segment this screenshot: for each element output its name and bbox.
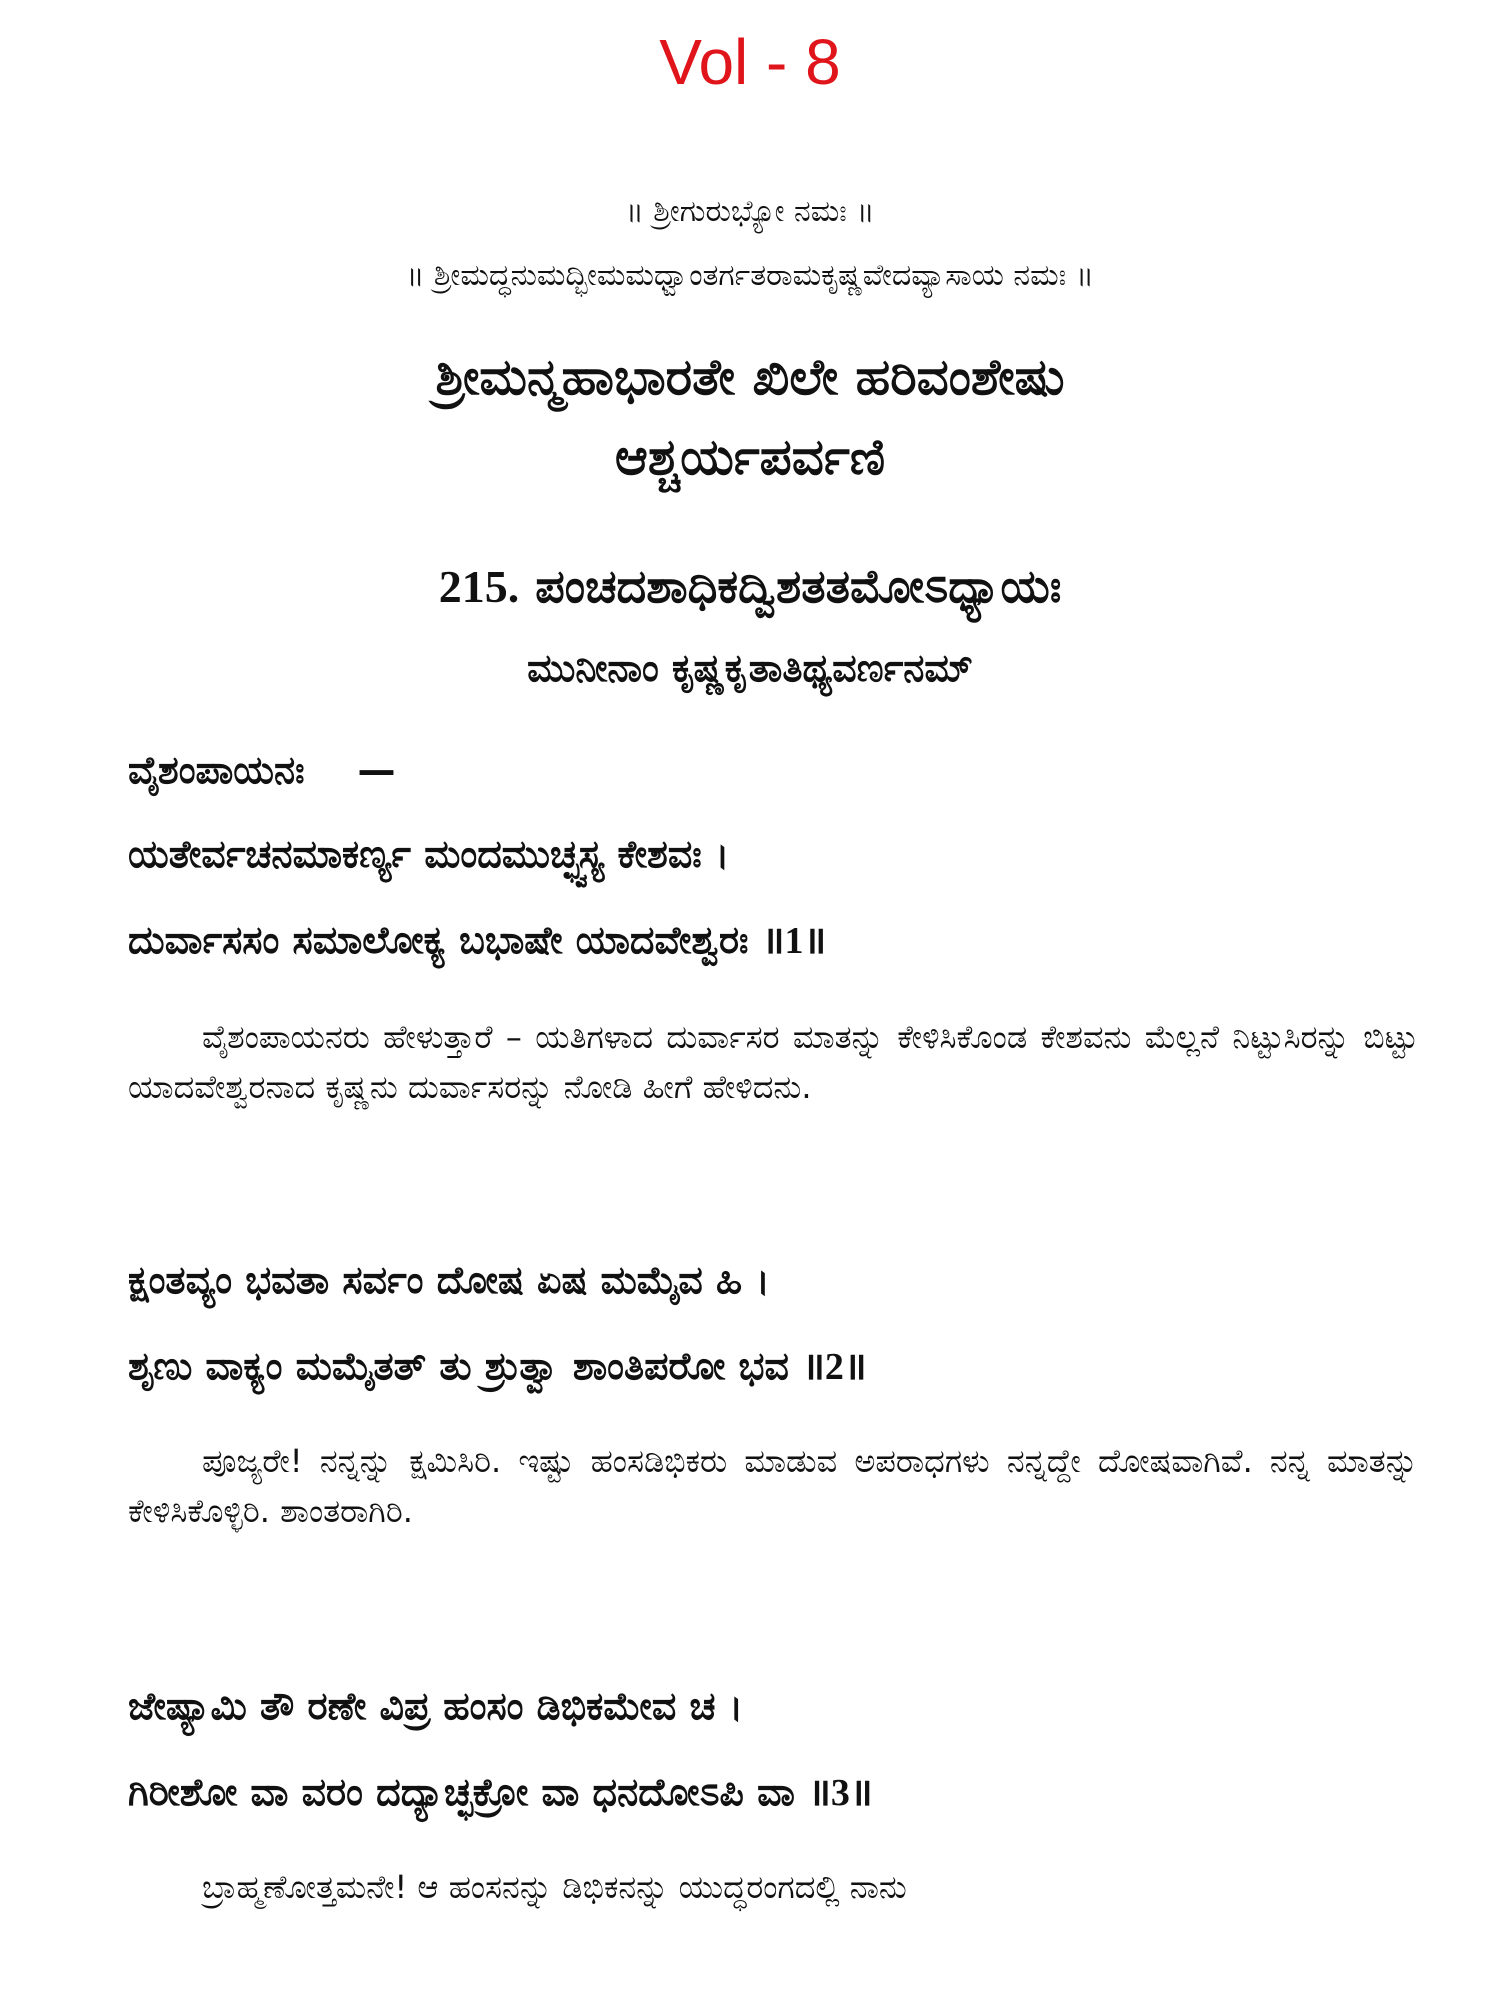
translation-paragraph bbox=[128, 1012, 1418, 1112]
verse-line: ಯತೇರ್ವಚನಮಾಕರ್ಣ್ಯ ಮಂದಮುಚ್ಛ್ವಸ್ಯ ಕೇಶವಃ । bbox=[128, 832, 730, 876]
verse-line bbox=[128, 1766, 1418, 1819]
translation-text: ಬ್ರಾಹ್ಮಣೋತ್ತಮನೇ! ಆ ಹಂಸನನ್ನು ಡಿಭಿಕನನ್ನು ಯುದ್ಧರಂಗದಲ್ಲಿ ನಾನು bbox=[202, 1868, 907, 1906]
parva-title: ಶ್ರೀಮನ್ಮಹಾಭಾರತೇ ಖಿಲೇ ಹರಿವಂಶೇಷು bbox=[435, 348, 1065, 406]
verse-number: ॥3॥ bbox=[808, 1772, 873, 1814]
volume-label: Vol - 8 bbox=[659, 26, 841, 98]
verse-number: ॥2॥ bbox=[802, 1346, 867, 1388]
chapter-number: 215. bbox=[438, 561, 520, 612]
verse-line bbox=[128, 1340, 1418, 1393]
parva-name: ಆಶ್ಚರ್ಯಪರ್ವಣಿ bbox=[614, 428, 886, 486]
chapter-heading bbox=[0, 556, 1500, 617]
verse-line: ಕ್ಷಂತವ್ಯಂ ಭವತಾ ಸರ್ವಂ ದೋಷ ಏಷ ಮಮೈವ ಹಿ । bbox=[128, 1258, 770, 1302]
translation-paragraph bbox=[128, 1436, 1418, 1536]
verse-line bbox=[128, 914, 1418, 967]
verse-text: ದುರ್ವಾಸಸಂ ಸಮಾಲೋಕ್ಯ ಬಭಾಷೇ ಯಾದವೇಶ್ವರಃ bbox=[128, 918, 749, 962]
verse-number: ॥1॥ bbox=[761, 920, 827, 962]
verse-text: ಶೃಣು ವಾಕ್ಯಂ ಮಮೈತತ್ ತು ಶ್ರುತ್ವಾ ಶಾಂತಿಪರೋ ಭವ bbox=[128, 1344, 789, 1388]
speaker-label: ವೈಶಂಪಾಯನಃ — bbox=[128, 748, 396, 792]
translation-text: ವೈಶಂಪಾಯನರು ಹೇಳುತ್ತಾರೆ – ಯತಿಗಳಾದ ದುರ್ವಾಸರ ಮಾತನ್ನು ಕೇಳಿಸಿಕೊಂಡ ಕೇಶವನು ಮೆಲ್ಲನೆ ನಿಟ್ಟುಸಿರನ್ನು ಬಿಟ್ಟು ಯಾದವೇಶ್ವರನಾದ ಕೃಷ್ಣನು ದುರ್ವಾಸರನ್ನು ನೋಡಿ ಹೀಗೆ ಹೇಳಿದನು. bbox=[128, 1018, 1418, 1106]
chapter-subtitle: ಮುನೀನಾಂ ಕೃಷ್ಣಕೃತಾತಿಥ್ಯವರ್ಣನಮ್ bbox=[527, 646, 973, 690]
invocation-line: ॥ ಶ್ರೀಮದ್ಧನುಮದ್ಭೀಮಮಧ್ವಾಂತರ್ಗತರಾಮಕೃಷ್ಣವೇದವ್ಯಾಸಾಯ ನಮಃ ॥ bbox=[406, 258, 1094, 293]
invocation-line: ॥ ಶ್ರೀಗುರುಭ್ಯೋ ನಮಃ ॥ bbox=[625, 194, 875, 229]
verse-text: ಗಿರೀಶೋ ವಾ ವರಂ ದದ್ಯಾಚ್ಛಕ್ರೋ ವಾ ಧನದೋಽಪಿ ವಾ bbox=[128, 1770, 795, 1814]
verse-line: ಜೇಷ್ಯಾಮಿ ತೌ ರಣೇ ವಿಪ್ರ ಹಂಸಂ ಡಿಭಿಕಮೇವ ಚ । bbox=[128, 1684, 744, 1728]
chapter-name: ಪಂಚದಶಾಧಿಕದ್ವಿಶತತಮೋಽಧ್ಯಾಯಃ bbox=[535, 559, 1062, 613]
translation-paragraph bbox=[128, 1862, 1418, 1912]
translation-text: ಪೂಜ್ಯರೇ! ನನ್ನನ್ನು ಕ್ಷಮಿಸಿರಿ. ಇಷ್ಟು ಹಂಸಡಿಭಿಕರು ಮಾಡುವ ಅಪರಾಧಗಳು ನನ್ನದ್ದೇ ದೋಷವಾಗಿವೆ. ನನ್ನ ಮಾತನ್ನು ಕೇಳಿಸಿಕೊಳ್ಳಿರಿ. ಶಾಂತರಾಗಿರಿ. bbox=[128, 1442, 1418, 1530]
